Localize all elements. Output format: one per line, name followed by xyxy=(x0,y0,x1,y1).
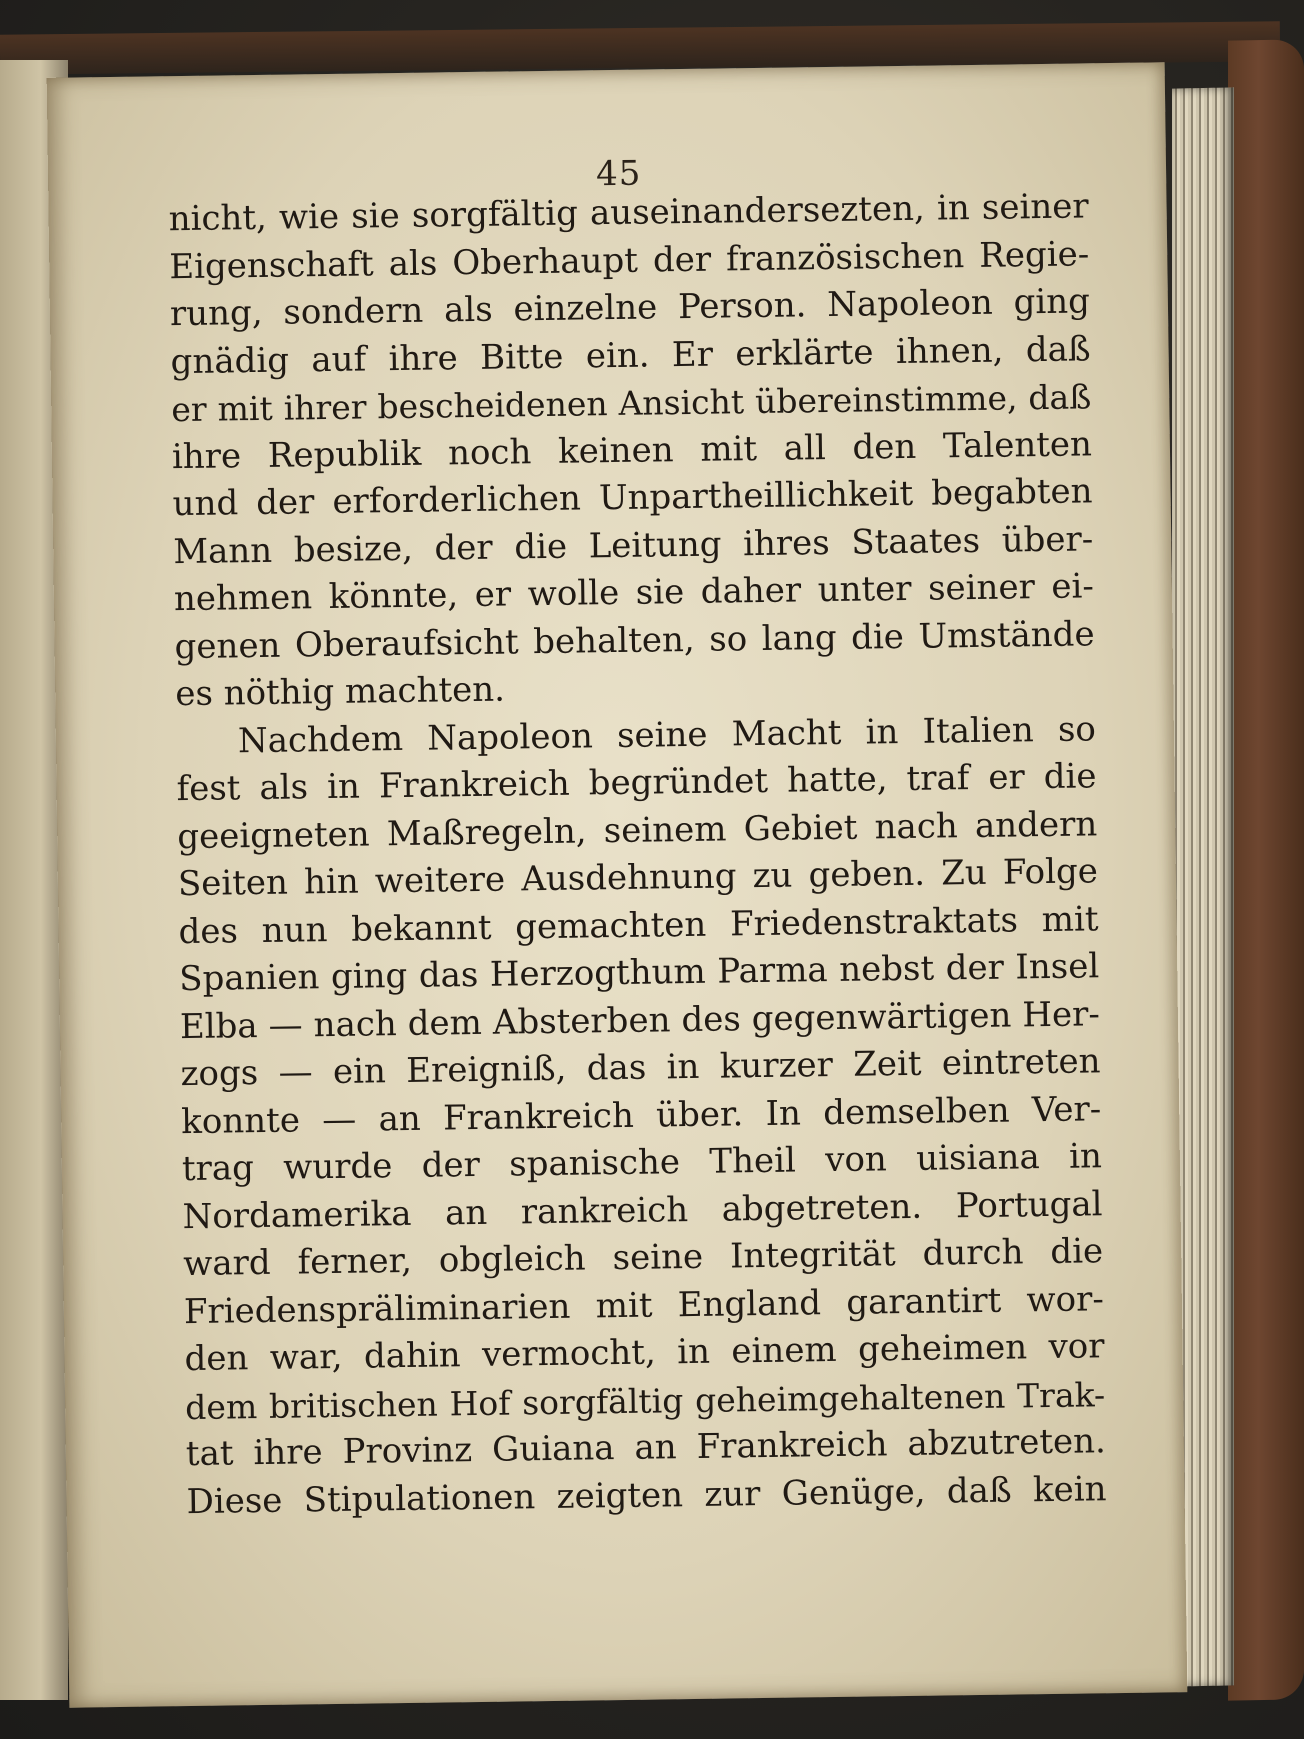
text-line: den war, dahin vermocht, in einem geheimen vor xyxy=(184,1326,1105,1380)
text-line: es nöthig machten. xyxy=(175,669,506,715)
text-line: dem britischen Hof sorgfältig geheimgehaltenen Trak- xyxy=(184,1374,1106,1427)
binding-spine-right xyxy=(1228,39,1304,1700)
text-line: und der erforderlichen Unpartheillichkeit begabten xyxy=(172,471,1093,525)
text-line: Diese Stipulationen zeigten zur Genüge, daß kein xyxy=(186,1468,1107,1522)
text-line: gnädig auf ihre Bitte ein. Er erklärte ihnen, daß xyxy=(170,328,1091,382)
page-number: 45 xyxy=(595,153,642,195)
body-text xyxy=(168,183,1106,1526)
text-line: ward ferner, obgleich seine Integrität durch die xyxy=(182,1231,1104,1285)
text-line: Friedenspräliminarien mit England garantirt wor- xyxy=(183,1278,1105,1332)
text-line: Mann besize, der die Leitung ihres Staates über- xyxy=(173,518,1094,572)
text-line: konnte — an Frankreich über. In demselben Ver- xyxy=(180,1088,1102,1142)
text-line: zogs — ein Ereigniß, das in kurzer Zeit eintreten xyxy=(180,1041,1101,1095)
text-line: er mit ihrer bescheidenen Ansicht übereinstimme, daß xyxy=(171,377,1092,430)
text-line: tat ihre Provinz Guiana an Frankreich abzutreten. xyxy=(185,1421,1107,1475)
text-line: geeigneten Maßregeln, seinem Gebiet nach andern xyxy=(177,803,1098,857)
text-line: fest als in Frankreich begründet hatte, traf er die xyxy=(176,756,1097,810)
text-line: Seiten hin weitere Ausdehnung zu geben. Zu Folge xyxy=(177,851,1099,905)
text-line: Spanien ging das Herzogthum Parma nebst der Insel xyxy=(178,946,1100,1000)
text-line: ihre Republik noch keinen mit all den Talenten xyxy=(171,423,1093,477)
text-line: nehmen könnte, er wolle sie daher unter seiner ei- xyxy=(173,566,1095,620)
text-line: Elba — nach dem Absterben des gegenwärtigen Her- xyxy=(179,993,1101,1047)
text-line: nicht, wie sie sorgfältig auseinandersezten, in seiner xyxy=(168,186,1089,240)
book-page xyxy=(47,62,1188,1707)
text-line: des nun bekannt gemachten Friedenstraktats mit xyxy=(178,898,1099,952)
text-line: trag wurde der spanische Theil von uisiana in xyxy=(181,1136,1103,1190)
text-line: rung, sondern als einzelne Person. Napoleon ging xyxy=(169,281,1091,335)
text-line: Nordamerika an rankreich abgetreten. Portugal xyxy=(182,1183,1103,1237)
text-line: Nachdem Napoleon seine Macht in Italien so xyxy=(237,708,1097,761)
text-line: Eigenschaft als Oberhaupt der französischen Regie- xyxy=(169,233,1090,287)
text-line: genen Oberaufsicht behalten, so lang die Umstände xyxy=(174,613,1095,667)
